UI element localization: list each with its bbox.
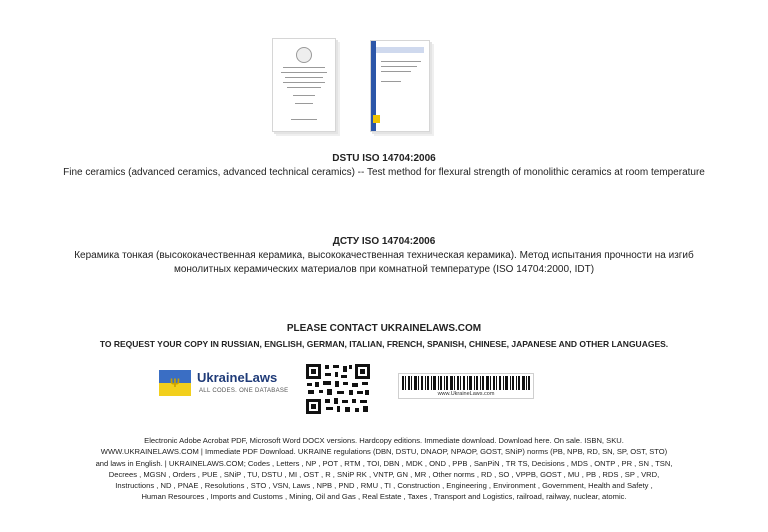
document-description-ru: Керамика тонкая (высококачественная керамика, высококачественная техническая керамика). Метод испытания прочности на изгиб монолитных керамических материалов при комнатной температуре (ISO 14704:2000, IDT) <box>74 250 694 275</box>
document-title-en: DSTU ISO 14704:2006 <box>332 153 436 164</box>
footer-line-5: Instructions , ND , PNAE , Resolutions , STO , VSN, Laws , NPB , PND , RMU , TI , Construction , Engineering , Environment , Government, Health and Safety , <box>115 481 653 491</box>
document-title-ru: ДСТУ ISO 14704:2006 <box>332 236 436 247</box>
barcode-icon <box>398 373 534 399</box>
footer-line-6: Human Resources , Imports and Customs , Mining, Oil and Gas , Real Estate , Taxes , Transport and Logistics, railroad, railway, nuclear, atomic. <box>141 492 627 502</box>
footer-line-2: WWW.UKRAINELAWS.COM | Immediate PDF Download. UKRAINE regulations (DBN, DSTU, DNAOP, NPAOP, GOST, SNiP) norms (PB, NPB, RD, SN, SP, OST, STO) <box>100 447 668 457</box>
trident-icon: Ψ <box>170 376 180 390</box>
footer-text <box>40 435 728 503</box>
request-copy-text: TO REQUEST YOUR COPY IN RUSSIAN, ENGLISH, GERMAN, ITALIAN, FRENCH, SPANISH, CHINESE, JAPANESE AND OTHER LANGUAGES. <box>99 339 669 349</box>
logo-name: UkraineLaws <box>197 370 278 385</box>
contact-heading[interactable]: PLEASE CONTACT UKRAINELAWS.COM <box>286 323 482 334</box>
document-thumbnails <box>272 38 442 138</box>
ukraine-flag-icon <box>159 370 191 396</box>
barcode-text: www.UkraineLaws.com <box>437 391 495 397</box>
state-emblem-icon <box>296 47 312 63</box>
logo-tagline: ALL CODES. ONE DATABASE <box>199 388 289 394</box>
qr-code-icon <box>305 363 371 415</box>
footer-line-3: and laws in English. | UKRAINELAWS.COM; Codes , Letters , NP , POT , RTM , TOI, DBN , MDK , OND , PPB , SanPiN , TR TS, Decisions , MDS , ONTP , PR , SN , TSN, <box>95 458 673 468</box>
ukrainelaws-logo[interactable] <box>159 368 299 400</box>
footer-line-1: Electronic Adobe Acrobat PDF, Microsoft Word DOCX versions. Hardcopy editions. Immediate download. Download here. On sale. ISBN, SKU. <box>144 436 624 445</box>
footer-line-4: Decrees , MGSN , Orders , PUE , SNiP , TU, DSTU , MI , OST , R , SNiP RK , VNTP, GN , MR , Other norms , RD , SO , VPPB, GOST , MU , PB , RDS , SP , VRD, <box>108 469 660 479</box>
standard-page-thumbnail <box>370 40 430 132</box>
document-description-en: Fine ceramics (advanced ceramics, advanced technical ceramics) -- Test method for flexural strength of monolithic ceramics at room temperature <box>63 167 705 178</box>
cover-page-thumbnail <box>272 38 336 132</box>
